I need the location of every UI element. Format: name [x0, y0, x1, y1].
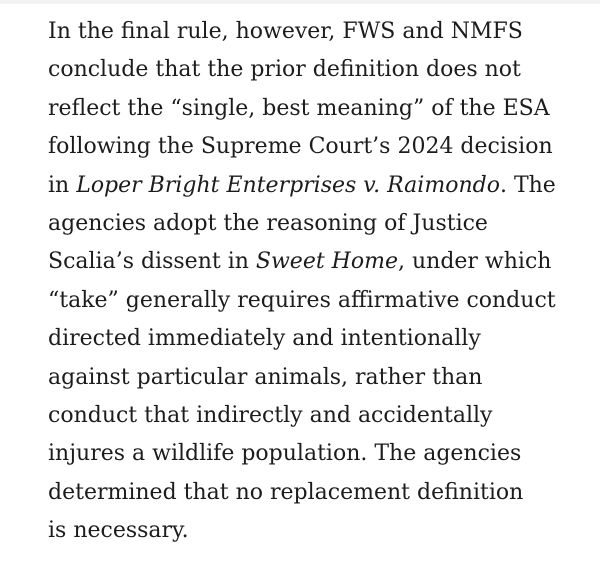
line-text: Scalia’s dissent in — [48, 249, 256, 275]
paragraph-line: determined that no replacement definition — [48, 479, 524, 505]
paragraph-line: conduct that indirectly and accidentally — [48, 403, 493, 429]
case-citation: Sweet Home — [255, 249, 398, 275]
paragraph-line: conclude that the prior definition does not — [48, 57, 521, 83]
paragraph-line: following the Supreme Court’s 2024 decision — [48, 134, 553, 160]
paragraph-line: “take” generally requires affirmative conduct — [48, 287, 556, 313]
paragraph-line: reflect the “single, best meaning” of the ESA — [48, 95, 550, 121]
line-text: . The — [499, 172, 556, 198]
line-text: in — [48, 172, 77, 198]
line-text: , under which — [398, 249, 552, 275]
paragraph-line — [48, 167, 588, 205]
paragraph-line: In the final rule, however, FWS and NMFS — [48, 19, 523, 44]
paragraph-line: directed immediately and intentionally — [48, 326, 481, 352]
paragraph-line — [48, 243, 588, 281]
paragraph-line: agencies adopt the reasoning of Justice — [48, 211, 488, 237]
top-divider — [0, 0, 600, 4]
paragraph-line: injures a wildlife population. The agencies — [48, 441, 522, 467]
paragraph-line: against particular animals, rather than — [48, 364, 483, 390]
paragraph-line: is necessary. — [48, 518, 189, 544]
article-paragraph — [48, 13, 588, 551]
case-citation: Loper Bright Enterprises v. Raimondo — [76, 172, 500, 198]
